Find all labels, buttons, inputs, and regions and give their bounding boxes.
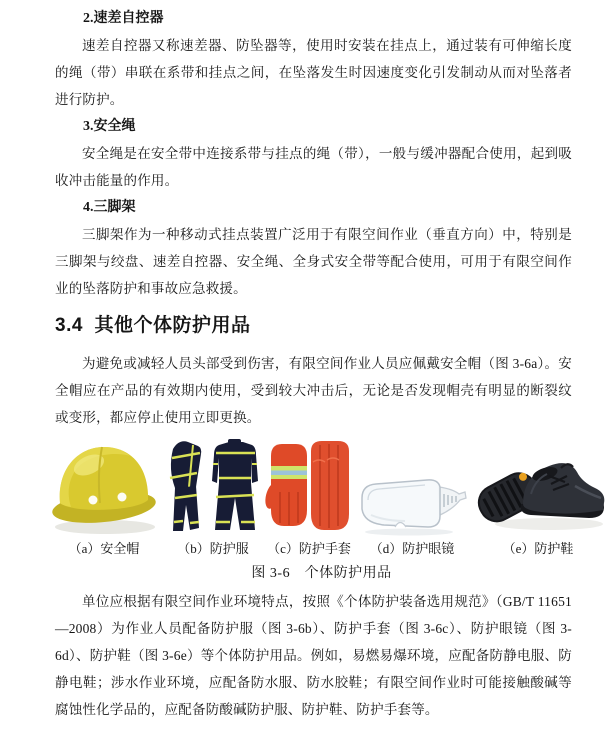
figure-item-clothing xyxy=(163,436,263,558)
protective-glasses-image xyxy=(355,471,469,537)
heading-safety-rope: 3.安全绳 xyxy=(83,119,136,134)
figure-image-row xyxy=(45,436,598,558)
figure-label-d: （d）防护眼镜 xyxy=(369,541,455,556)
para-equipment-selection: 单位应根据有限空间作业环境特点，按照《个体防护装备选用规范》（GB/T 11651—2008）为作业人员配备防护服（图 3-6b）、防护手套（图 3-6c）、防护眼镜（图 3-6d）、防护鞋（图 3-6e）等个体防护用品。例如，易燃易爆环境，应配备防静电服、防静电鞋；涉水作业环境，应配备防水服、防水胶鞋；有限空间作业时可能接触酸碱等腐蚀性化学品的，应配备防酸碱防护服、防护鞋、防护手套等。 xyxy=(55,594,572,717)
figure-item-helmet xyxy=(45,437,163,558)
heading-tripod: 4.三脚架 xyxy=(83,200,136,215)
figure-label-a: （a）安全帽 xyxy=(68,541,140,556)
protective-clothing-image xyxy=(163,436,263,537)
para-safety-rope: 安全绳是在安全带中连接系带与挂点的绳（带），一般与缓冲器配合使用，起到吸收冲击能量的作用。 xyxy=(55,146,572,188)
figure-item-glasses xyxy=(355,471,469,558)
figure-label-c: （c）防护手套 xyxy=(267,541,351,556)
figure-caption: 图 3-6 个体防护用品 xyxy=(251,566,392,581)
figure-item-shoes xyxy=(469,438,607,558)
para-speed-limiter: 速差自控器又称速差器、防坠器等，使用时安装在挂点上，通过装有可伸缩长度的绳（带）串联在系带和挂点之间，在坠落发生时因速度变化引发制动从而对坠落者进行防护。 xyxy=(55,38,572,107)
para-tripod: 三脚架作为一种移动式挂点装置广泛用于有限空间作业（垂直方向）中，特别是三脚架与绞盘、速差自控器、安全绳、全身式安全带等配合使用，可用于有限空间作业的坠落防护和事故应急救援。 xyxy=(55,227,572,296)
heading-speed-limiter: 2.速差自控器 xyxy=(83,11,164,26)
section-heading-3-4: 3.4 其他个体防护用品 xyxy=(55,315,251,336)
para-helmet-usage: 为避免或减轻人员头部受到伤害，有限空间作业人员应佩戴安全帽（图 3-6a）。安全帽应在产品的有效期内使用，受到较大冲击后，无论是否发现帽壳有明显的断裂纹或变形，都应停止使用立即更换。 xyxy=(55,356,572,425)
safety-helmet-image xyxy=(45,437,163,537)
figure-3-6 xyxy=(45,436,598,586)
figure-item-gloves xyxy=(263,438,355,558)
protective-shoes-image xyxy=(469,438,607,537)
protective-gloves-image xyxy=(263,438,355,537)
figure-label-b: （b）防护服 xyxy=(177,541,249,556)
figure-label-e: （e）防护鞋 xyxy=(502,541,574,556)
